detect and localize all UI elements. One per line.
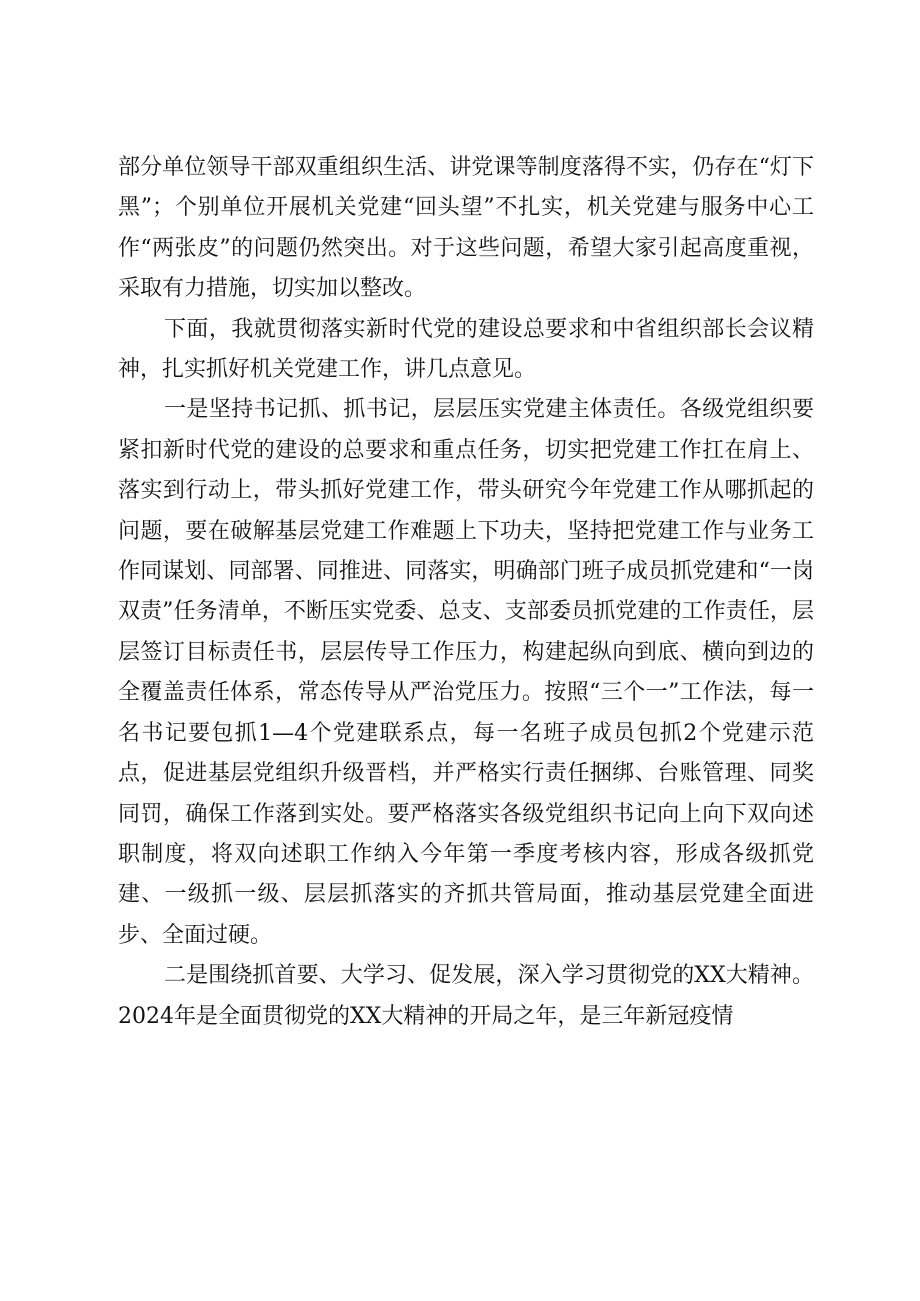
paragraph-point-two: 二是围绕抓首要、大学习、促发展，深入学习贯彻党的XX大精神。2024年是全面贯彻党的XX大精神的开局之年，是三年新冠疫情 <box>118 963 814 1029</box>
paragraph-continuation: 部分单位领导干部双重组织生活、讲党课等制度落得不实，仍存在“灯下黑”；个别单位开展机关党建“回头望”不扎实，机关党建与服务中心工作“两张皮”的问题仍然突出。对于这些问题，希望大家引起高度重视，采取有力措施，切实加以整改。 <box>118 155 814 302</box>
document-body <box>118 148 814 1037</box>
paragraph-point-one: 一是坚持书记抓、抓书记，层层压实党建主体责任。各级党组织要紧扣新时代党的建设的总要求和重点任务，切实把党建工作扛在肩上、落实到行动上，带头抓好党建工作，带头研究今年党建工作从哪抓起的问题，要在破解基层党建工作难题上下功夫，坚持把党建工作与业务工作同谋划、同部署、同推进、同落实，明确部门班子成员抓党建和“一岗双责”任务清单，不断压实党委、总支、支部委员抓党建的工作责任，层层签订目标责任书，层层传导工作压力，构建起纵向到底、横向到边的全覆盖责任体系，常态传导从严治党压力。按照“三个一”工作法，每一名书记要包抓1—4个党建联系点，每一名班子成员包抓2个党建示范点，促进基层党组织升级晋档，并严格实行责任捆绑、台账管理、同奖同罚，确保工作落到实处。要严格落实各级党组织书记向上向下双向述职制度，将双向述职工作纳入今年第一季度考核内容，形成各级抓党建、一级抓一级、层层抓落实的齐抓共管局面，推动基层党建全面进步、全面过硬。 <box>118 397 814 948</box>
paragraph-intro: 下面，我就贯彻落实新时代党的建设总要求和中省组织部长会议精神，扎实抓好机关党建工作，讲几点意见。 <box>118 316 814 383</box>
